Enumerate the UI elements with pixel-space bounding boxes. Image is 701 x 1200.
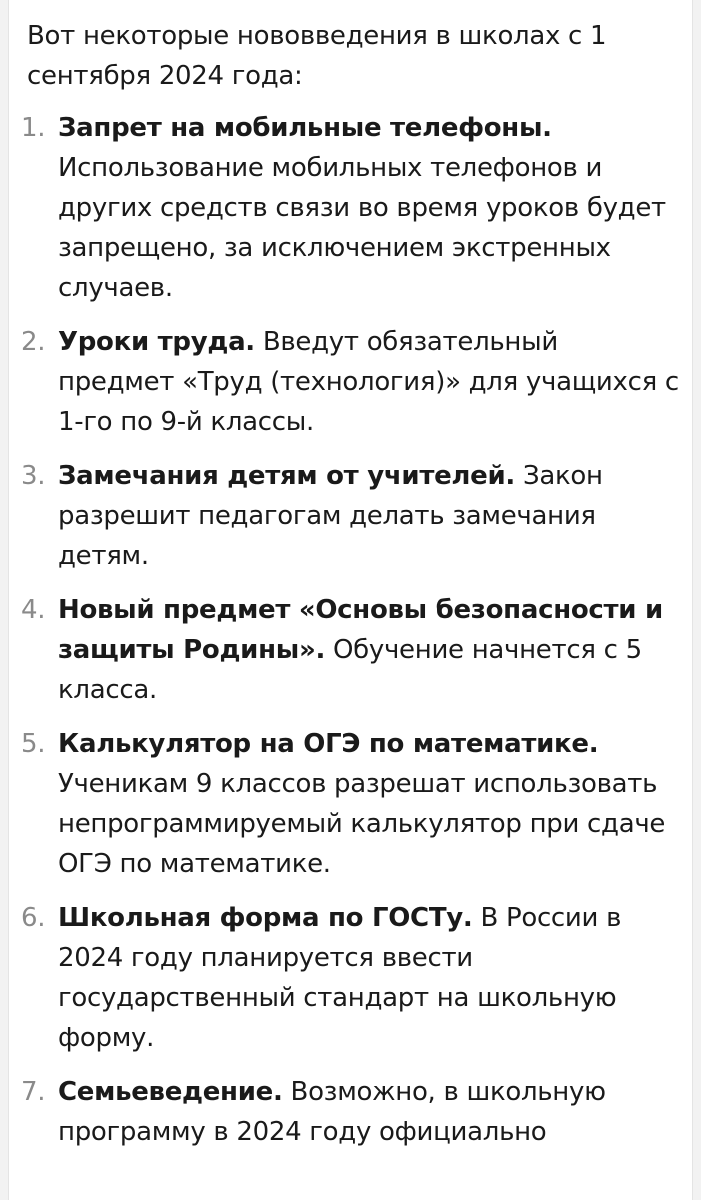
intro-text: Вот некоторые нововведения в школах с 1 сентября 2024 года: — [27, 21, 607, 91]
item-text: Возможно, в школьную программу в 2024 году официально — [58, 1077, 606, 1147]
item-text: Использование мобильных телефонов и других средств связи во время уроков будет запрещено, за исключением экстренных случаев. — [58, 153, 666, 303]
list-item-5 — [21, 724, 682, 884]
list-number: 4. — [21, 595, 46, 625]
item-title: Новый предмет «Основы безопасности и защиты Родины». — [58, 595, 663, 665]
list-item-7 — [21, 1072, 682, 1152]
right-edge — [692, 0, 701, 1200]
list-number: 2. — [21, 327, 46, 357]
item-title: Уроки труда. — [58, 327, 255, 357]
list-item-1 — [21, 108, 682, 308]
item-title: Школьная форма по ГОСТу. — [58, 903, 473, 933]
item-title: Запрет на мобильные телефоны. — [58, 113, 552, 143]
list-item-3 — [21, 456, 682, 576]
item-title: Семьеведение. — [58, 1077, 283, 1107]
item-title: Калькулятор на ОГЭ по математике. — [58, 729, 599, 759]
item-text: В России в 2024 году планируется ввести государственный стандарт на школьную форму. — [58, 903, 622, 1053]
item-title: Замечания детям от учителей. — [58, 461, 515, 491]
list-number: 6. — [21, 903, 46, 933]
item-text: Закон разрешит педагогам делать замечания детям. — [58, 461, 603, 571]
left-edge — [0, 0, 9, 1200]
list-number: 7. — [21, 1077, 46, 1107]
message-content — [21, 16, 682, 1166]
item-text: Обучение начнется с 5 класса. — [58, 635, 642, 705]
list-number: 5. — [21, 729, 46, 759]
item-text: Введут обязательный предмет «Труд (технология)» для учащихся с 1-го по 9-й классы. — [58, 327, 679, 437]
list-item-4 — [21, 590, 682, 710]
list-number: 3. — [21, 461, 46, 491]
item-text: Ученикам 9 классов разрешат использовать непрограммируемый калькулятор при сдаче ОГЭ по математике. — [58, 769, 666, 879]
list-item-6 — [21, 898, 682, 1058]
innovations-list — [21, 108, 682, 1152]
list-item-2 — [21, 322, 682, 442]
list-number: 1. — [21, 113, 46, 143]
